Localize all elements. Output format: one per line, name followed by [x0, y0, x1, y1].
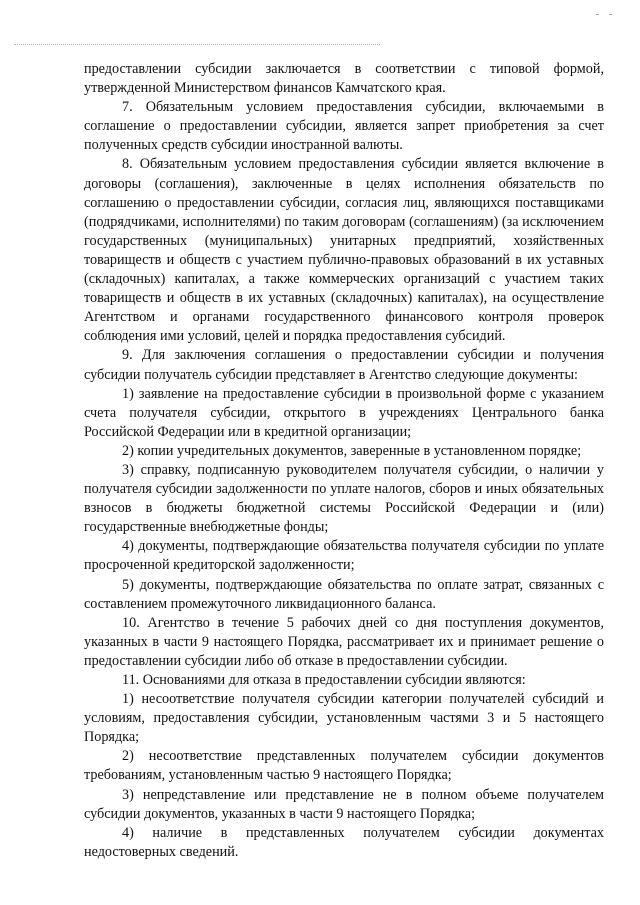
document-body [84, 60, 604, 862]
paragraph-p9-1: 1) заявление на предоставление субсидии в произвольной форме с указанием счета получателя субсидии, открытого в учреждениях Центрального банка Российской Федерации или в кредитной организации; [84, 385, 604, 440]
scan-mark [609, 14, 612, 15]
paragraph-p11: 11. Основаниями для отказа в предоставлении субсидии являются: [122, 672, 526, 688]
paragraph-p10: 10. Агентство в течение 5 рабочих дней со дня поступления документов, указанных в части 9 настоящего Порядка, рассматривает их и принимает решение о предоставлении субсидии либо об отказе в предоставлении субсидии. [84, 614, 604, 669]
paragraph-p7: 7. Обязательным условием предоставления субсидии, включаемыми в соглашение о предоставлении субсидии, является запрет приобретения за счет полученных средств субсидии иностранной валюты. [84, 99, 604, 154]
scan-mark [596, 14, 599, 15]
scan-header-line [14, 44, 380, 45]
paragraph-p9: 9. Для заключения соглашения о предоставлении субсидии и получения субсидии получатель субсидии представляет в Агентство следующие документы: [84, 347, 604, 383]
paragraph-p9-3: 3) справку, подписанную руководителем получателя субсидии, о наличии у получателя субсидии задолженности по уплате налогов, сборов и иных обязательных взносов в бюджеты бюджетной системы Российской Федерации и (или) государственные внебюджетные фонды; [84, 461, 604, 536]
paragraph-p11-1: 1) несоответствие получателя субсидии категории получателей субсидий и условиям, предоставления субсидии, установленным частями 3 и 5 настоящего Порядка; [84, 691, 604, 746]
paragraph-p11-4: 4) наличие в представленных получателем субсидии документах недостоверных сведений. [84, 824, 604, 860]
paragraph-p11-2: 2) несоответствие представленных получателем субсидии документов требованиям, установленным частью 9 настоящего Порядка; [84, 748, 604, 784]
paragraph-p11-3: 3) непредставление или представление не в полном объеме получателем субсидии документов, указанных в части 9 настоящего Порядка; [84, 786, 604, 822]
paragraph-p8: 8. Обязательным условием предоставления субсидии является включение в договоры (соглашения), заключенные в целях исполнения обязательств по соглашению о предоставлении субсидии, согласия лиц, являющихся поставщиками (подрядчиками, исполнителями) по таким договорам (соглашениям) (за исключением государственных (муниципальных) унитарных предприятий, хозяйственных товариществ и обществ с участием публично-правовых образований в их уставных (складочных) капиталах, а также коммерческих организаций с участием таких товариществ и обществ в их уставных (складочных) капиталах), на осуществление Агентством и органами государственного финансового контроля проверок соблюдения ими условий, целей и порядка предоставления субсидий. [84, 156, 604, 345]
paragraph-p9-2: 2) копии учредительных документов, заверенные в установленном порядке; [122, 442, 582, 459]
paragraph-p-cont: предоставлении субсидии заключается в соответствии с типовой формой, утвержденной Министерством финансов Камчатского края. [84, 61, 604, 97]
paragraph-p9-5: 5) документы, подтверждающие обязательства по оплате затрат, связанных с составлением промежуточного ликвидационного баланса. [84, 576, 604, 612]
paragraph-p9-4: 4) документы, подтверждающие обязательства получателя субсидии по уплате просроченной кредиторской задолженности; [84, 538, 604, 574]
